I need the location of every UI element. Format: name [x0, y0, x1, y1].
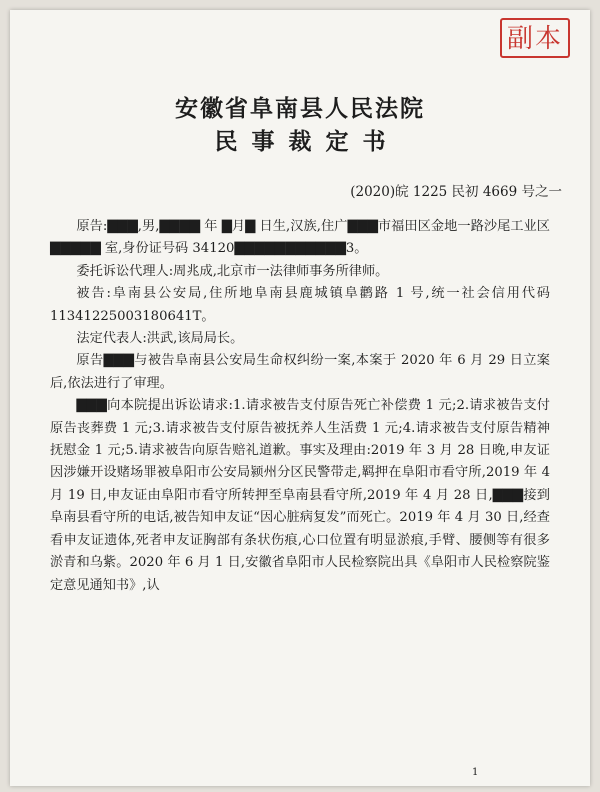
- court-name: 安徽省阜南县人民法院: [175, 95, 425, 122]
- claims-paragraph: ▇▇▇向本院提出诉讼请求:1.请求被告支付原告死亡补偿费 1 元;2.请求被告支付原告丧葬费 1 元;3.请求被告支付原告被抚养人生活费 1 元;4.请求被告支付原告精神抚慰金 1 元;5.请求被告向原告赔礼道歉。事实及理由:2019 年 3 月 28 日晚,申友证因涉嫌开设赌场罪被阜阳市公安局颍州分区民警带走,羁押在阜阳市看守所,2019 年 4 月 19 日,申友证由阜阳市看守所转押至阜南县看守所,2019 年 4 月 28 日,▇▇▇接到阜南县看守所的电话,被告知申友证“因心脏病复发”而死亡。2019 年 4 月 30 日,经查看申友证遗体,死者申友证胸部有条状伤痕,心口位置有明显淤痕,手臂、腰侧等有很多淤青和乌紫。2020 年 6 月 1 日,安徽省阜阳市人民检察院出具《阜阳市人民检察院鉴定意见通知书》,认: [50, 398, 550, 593]
- document-type: 民事裁定书: [214, 128, 400, 155]
- page-number: 1: [472, 767, 479, 778]
- case-intro-paragraph: 原告▇▇▇与被告阜南县公安局生命权纠纷一案,本案于 2020 年 6 月 29 日立案后,依法进行了审理。: [50, 353, 550, 391]
- plaintiff-paragraph: 原告:▇▇▇,男,▇▇▇▇ 年 ▇月▇ 日生,汉族,住广▇▇▇市福田区金地一路沙尾工业区 ▇▇▇▇▇ 室,身份证号码 34120▇▇▇▇▇▇▇▇▇▇▇3。: [50, 219, 550, 257]
- document-page: [10, 10, 590, 786]
- agent-paragraph: 委托诉讼代理人:周兆成,北京市一法律师事务所律师。: [76, 263, 389, 279]
- duplicate-stamp: 副本: [500, 18, 570, 58]
- case-number: (2020)皖 1225 民初 4669 号之一: [350, 184, 562, 200]
- legal-representative-paragraph: 法定代表人:洪武,该局局长。: [76, 331, 244, 347]
- document-body: [50, 216, 550, 597]
- defendant-paragraph: 被告:阜南县公安局,住所地阜南县鹿城镇阜鹳路 1 号,统一社会信用代码 11341225003180641T。: [50, 286, 550, 324]
